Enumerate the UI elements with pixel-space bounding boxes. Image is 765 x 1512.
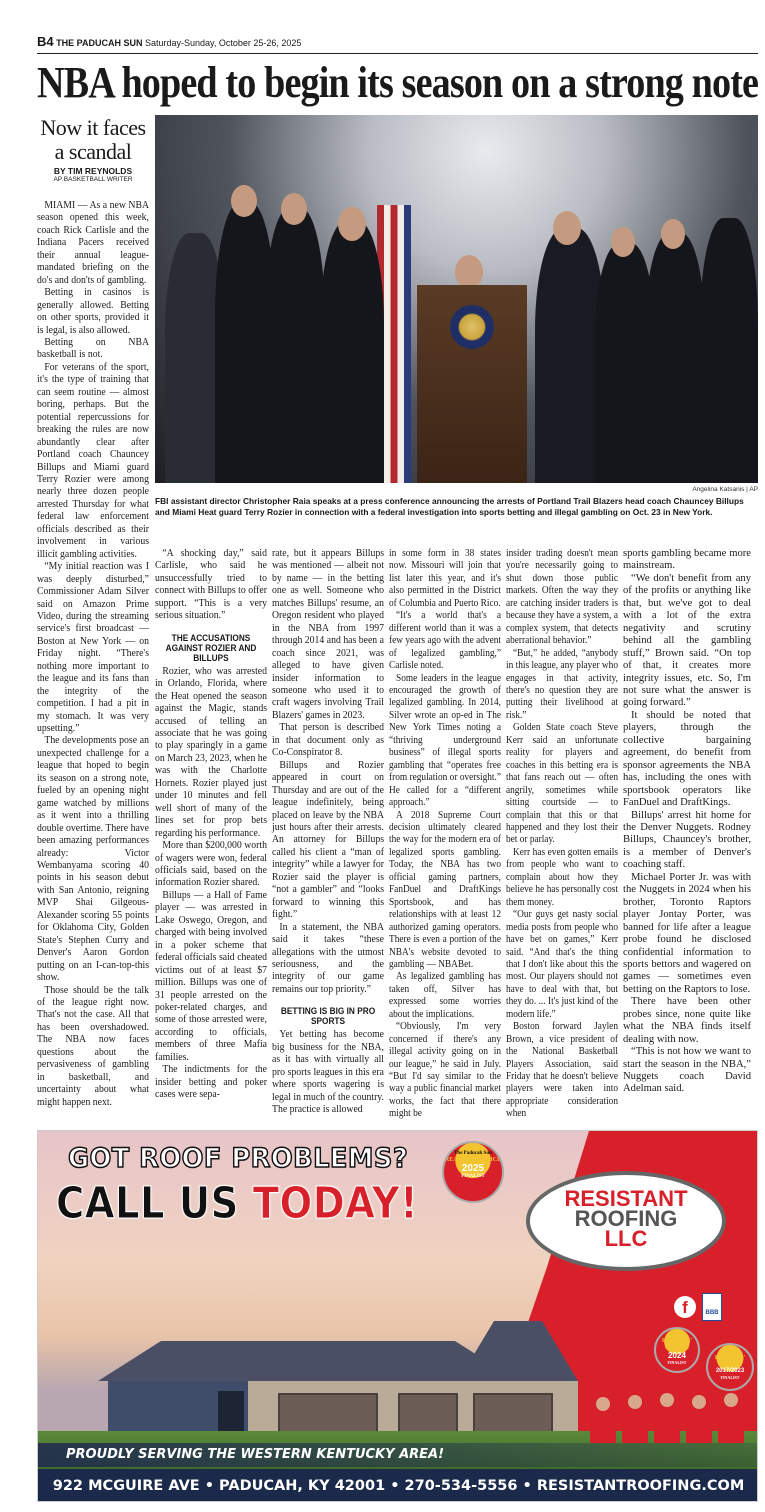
paragraph: “We don't benefit from any of the profits or anything like that, but we've got to deal with a lot of the extra negativity and scrutiny behind all the gambling stuff,” Brown said. “On top of that, it creates more integrity issues, etc. So, I'm not sure what the answer is going forward.”	[623, 572, 751, 709]
paragraph: Boston forward Jaylen Brown, a vice president of the National Basketball Players Association, said Friday that he doesn't believe players were taken into appropriate consideration when	[506, 1021, 618, 1120]
paragraph: rate, but it appears Billups was mentioned — albeit not by name — in the betting one as well. Someone who matches Billups' resume, an Oregon resident who played in the NBA from 1997 through 2014 and has been a coach since 2021, was alleged to have given insider information to someone who used it to craft wagers involving Trail Blazers' games in 2023.	[272, 548, 384, 721]
logo-line-1: RESISTANT	[564, 1186, 688, 1211]
headline: NBA hoped to begin its season on a strong note	[37, 58, 759, 107]
logo-line-2: ROOFING	[574, 1206, 678, 1231]
paragraph: In a statement, the NBA said it takes “these allegations with the utmost seriousness, and the integrity of our game remains our top priority.”	[272, 921, 384, 995]
ad-service-area: PROUDLY SERVING THE WESTERN KENTUCKY AREA!	[38, 1443, 758, 1467]
badge-year: 2025	[461, 1162, 485, 1174]
person	[645, 233, 705, 483]
paragraph: “My initial reaction was I was deeply disturbed,” Commissioner Adam Silver said on Amazon Prime Video, during the streaming service's first broadcast — Boston at New York — on Friday night. “There's nothing more important to the league and its fans than the integrity of the competition. I had a pit in my stomach. It was very upsetting.”	[37, 561, 149, 735]
ad-contact-bar: 922 MCGUIRE AVE • PADUCAH, KY 42001 • 270-534-5556 • RESISTANTROOFING.COM	[38, 1469, 758, 1502]
paragraph: Kerr has even gotten emails from people who want to complain about how they believe he has personally cost them money.	[506, 846, 618, 908]
paragraph: Betting in casinos is generally allowed. Betting on other sports, provided it is legal, is also allowed.	[37, 287, 149, 336]
badge-note: FINALIST	[720, 1375, 740, 1380]
paragraph: “Our guys get nasty social media posts from people who have bet on games,” Kerr said. “And that's the thing that I don't like about this the most. Our players should not have to deal with that, but they do. ... It's just kind of the modern life.”	[506, 909, 618, 1020]
paragraph: Those should be the talk of the league right now. That's not the case. All that has been overshadowed. The NBA now faces questions about the pervasiveness of gambling in basketball, and uncertainty about what might happen next.	[37, 984, 149, 1108]
paragraph: The developments pose an unexpected challenge for a league that hoped to begin its season on a strong note, fueled by an opening night game watched by millions as it went into a thrilling double overtime. There have been amazing performances already: Victor Wembanyama scoring 40 points in his season debut with San Antonio, reigning MVP Shai Gilgeous-Alexander scoring 55 points for Oklahoma City, Golden State's Stephen Curry and Denver's Aaron Gordon putting on an I-can-top-this show.	[37, 735, 149, 984]
article-column-4	[389, 548, 501, 1122]
paragraph: As legalized gambling has taken off, Silver has expressed some worries about the implications.	[389, 971, 501, 1020]
ad-today-text: TODAY!	[252, 1178, 419, 1229]
staff-photo	[586, 1393, 756, 1443]
paragraph: The indictments for the insider betting and poker cases were sepa-	[155, 1064, 267, 1101]
paragraph: Billups' arrest hit home for the Denver Nuggets. Rodney Billups, Chauncey's brother, is a member of Denver's coaching staff.	[623, 809, 751, 871]
paragraph: It should be noted that players, through the collective bargaining agreement, do benefit from sponsor agreements the NBA has, including the ones with sportsbook operators like FanDuel and DraftKings.	[623, 709, 751, 809]
paragraph: “This is not how we want to start the season in the NBA,” Nuggets coach David Adelman said.	[623, 1046, 751, 1095]
byline-title: AP BASKETBALL WRITER	[53, 176, 133, 183]
badge-label: READERS' CHOICE	[444, 1157, 502, 1163]
article-column-2	[155, 548, 267, 1122]
badge-label: READERS' CHOICE	[661, 1338, 693, 1351]
person-head	[553, 211, 581, 245]
paragraph: Billups — a Hall of Fame player — was arrested in Lake Oswego, Oregon, and charged with being involved in a poker scheme that federal officials said cheated victims out of at least $7 million. Billups was one of 31 people arrested on the poker-related charges, and some of those arrested were, according to officials, members of three Mafia families.	[155, 889, 267, 1063]
byline	[37, 166, 149, 183]
resistant-roofing-ad	[37, 1130, 758, 1502]
person-head	[611, 227, 635, 257]
badge-note: FINALIST	[461, 1173, 485, 1179]
person	[265, 208, 325, 483]
subheadline: Now it faces a scandal	[40, 115, 146, 164]
doj-seal-icon	[450, 305, 494, 349]
paragraph: More than $200,000 worth of wagers were won, federal officials said, based on the information Rozier shared.	[155, 840, 267, 889]
badge-year: 2017/2023	[715, 1368, 745, 1374]
ad-call-to-action	[56, 1179, 418, 1229]
section-subhead: BETTING IS BIG IN PRO SPORTS	[280, 1006, 376, 1027]
ad-call-text: CALL US	[56, 1178, 253, 1229]
paragraph: insider trading doesn't mean you're necessarily going to shut down those public markets. Often the way they are catching insider traders is because they have a system, a complex system, that detects aberrational behavior.”	[506, 548, 618, 647]
paragraph: That person is described in that document only as Co-Conspirator 8.	[272, 722, 384, 759]
badge-year: 2024	[668, 1351, 686, 1360]
paragraph: “Obviously, I'm very concerned if there's any illegal activity going on in our league,” he said in July. “But I'd say similar to the way a public financial market works, the fact that there might be	[389, 1021, 501, 1120]
page-number: B4	[37, 34, 54, 49]
speaker-head	[455, 255, 483, 289]
paragraph: Golden State coach Steve Kerr said an unfortunate reality for players and coaches in this betting era is that fans reach out — often angrily, sometimes while sitting courtside — to complain that this or that happened and they lost their bet or parlay.	[506, 722, 618, 846]
paragraph: Michael Porter Jr. was with the Nuggets in 2024 when his brother, Toronto Raptors player Jontay Porter, was banned for life after a league probe found he disclosed confidential information to sports bettors and wagered on games — sometimes even betting on the Raptors to lose.	[623, 871, 751, 995]
resistant-roofing-logo	[526, 1171, 726, 1271]
badge-paper: The Paducah Sun	[454, 1151, 492, 1156]
newspaper-name: THE PADUCAH SUN	[56, 38, 143, 48]
person-head	[281, 193, 307, 225]
paragraph: sports gambling became more mainstream.	[623, 548, 751, 572]
headline-container	[37, 58, 758, 110]
podium	[417, 285, 527, 483]
person	[320, 221, 384, 483]
article-column-3	[272, 548, 384, 1122]
paragraph: Rozier, who was arrested in Orlando, Florida, where the Heat opened the season against the Magic, stands accused of telling an associate that he was going to play sparingly in a game on March 23, 2023, when he was with the Charlotte Hornets. Rozier played just under 10 minutes and fell well short of many of the lines set for prop bets regarding his performance.	[155, 665, 267, 839]
paragraph: in some form in 38 states now. Missouri will join that list later this year, and it's also permitted in the District of Columbia and Puerto Rico.	[389, 548, 501, 609]
paragraph: There have been other probes since, none quite like what the NBA finds itself dealing with now.	[623, 996, 751, 1045]
person-head	[231, 185, 257, 217]
person-head	[338, 207, 366, 241]
bbb-icon: BBB	[702, 1293, 722, 1321]
issue-date: Saturday-Sunday, October 25-26, 2025	[145, 38, 302, 48]
paragraph: For veterans of the sport, it's the type of training that can seem routine — almost boring, perhaps. But the potential repercussions for breaking the rules are now abundantly clear after Portland coach Chauncey Billups and Miami guard Terry Rozier were among nearly three dozen people arrested Thursday for what federal law enforcement officials described as their involvement in various illicit gambling activities.	[37, 361, 149, 560]
paragraph: MIAMI — As a new NBA season opened this week, coach Rick Carlisle and the Indiana Pacers received their annual league-mandated briefing on the do's and don'ts of gambling.	[37, 200, 149, 286]
photo-credit: Angelina Katsanis | AP	[692, 486, 758, 493]
person-head	[661, 219, 685, 249]
byline-name: BY TIM REYNOLDS	[53, 166, 133, 176]
folio	[37, 34, 758, 54]
logo-line-3: LLC	[604, 1226, 648, 1251]
readers-choice-2025-badge	[442, 1141, 504, 1203]
paragraph: Some leaders in the league encouraged the growth of legalized gambling. In 2014, Silver wrote an op-ed in The New York Times noting a “thriving underground business” of illegal sports gambling that “operates free from regulation or oversight.” He called for a “different approach.”	[389, 672, 501, 809]
paragraph: “But,” he added, “anybody in this league, any player who engages in that activity, there's no question they are putting their livelihood at risk.”	[506, 647, 618, 721]
paragraph: A 2018 Supreme Court decision ultimately cleared the way for the modern era of legalized sports gambling. Today, the NBA has two official gaming partners, FanDuel and DraftKings Sportsbook, and has relationships with at least 12 authorized gaming operators. There is even a portion of the NBA's website devoted to gambling — NBABet.	[389, 809, 501, 970]
facebook-icon: f	[674, 1296, 696, 1318]
badge-label: READERS' CHOICE	[714, 1355, 746, 1368]
paragraph: Billups and Rozier appeared in court on Thursday and are out of the league indefinitely, being placed on leave by the NBA just hours after their arrests. An attorney for Billups called his client a “man of integrity” while a lawyer for Rozier said the player is “not a gambler” and “looks forward to winning this fight.”	[272, 759, 384, 921]
article-column-5	[506, 548, 618, 1122]
press-conference-photo	[155, 115, 758, 483]
paragraph: Betting on NBA basketball is not.	[37, 336, 149, 361]
readers-choice-2017-2023-badge	[706, 1343, 754, 1391]
photo-caption: FBI assistant director Christopher Raia speaks at a press conference announcing the arrests of Portland Trail Blazers head coach Chauncey Billups and Miami Heat guard Terry Rozier in connection with a federal investigation into sports betting and illegal gambling on Oct. 23 in New York.	[155, 496, 744, 517]
readers-choice-2024-badge	[654, 1327, 700, 1373]
article-column-6	[623, 548, 751, 1122]
badge-note: FINALIST	[667, 1360, 687, 1365]
section-subhead: THE ACCUSATIONS AGAINST ROZIER AND BILLUPS	[165, 632, 257, 663]
paragraph: Yet betting has become big business for the NBA, as it has with virtually all pro sports leagues in this era where sports wagering is legal in much of the country. The practice is allowed	[272, 1029, 384, 1116]
person	[700, 218, 758, 483]
article-column-1	[37, 200, 149, 1120]
paragraph: “A shocking day,” said Carlisle, who said he unsuccessfully tried to connect with Billups to offer support. “This is a very serious situation.”	[155, 548, 267, 622]
paragraph: “It's a world that's a different world than it was a few years ago with the advent of legalized gambling,” Carlisle noted.	[389, 610, 501, 672]
ad-headline: GOT ROOF PROBLEMS?	[68, 1143, 409, 1174]
